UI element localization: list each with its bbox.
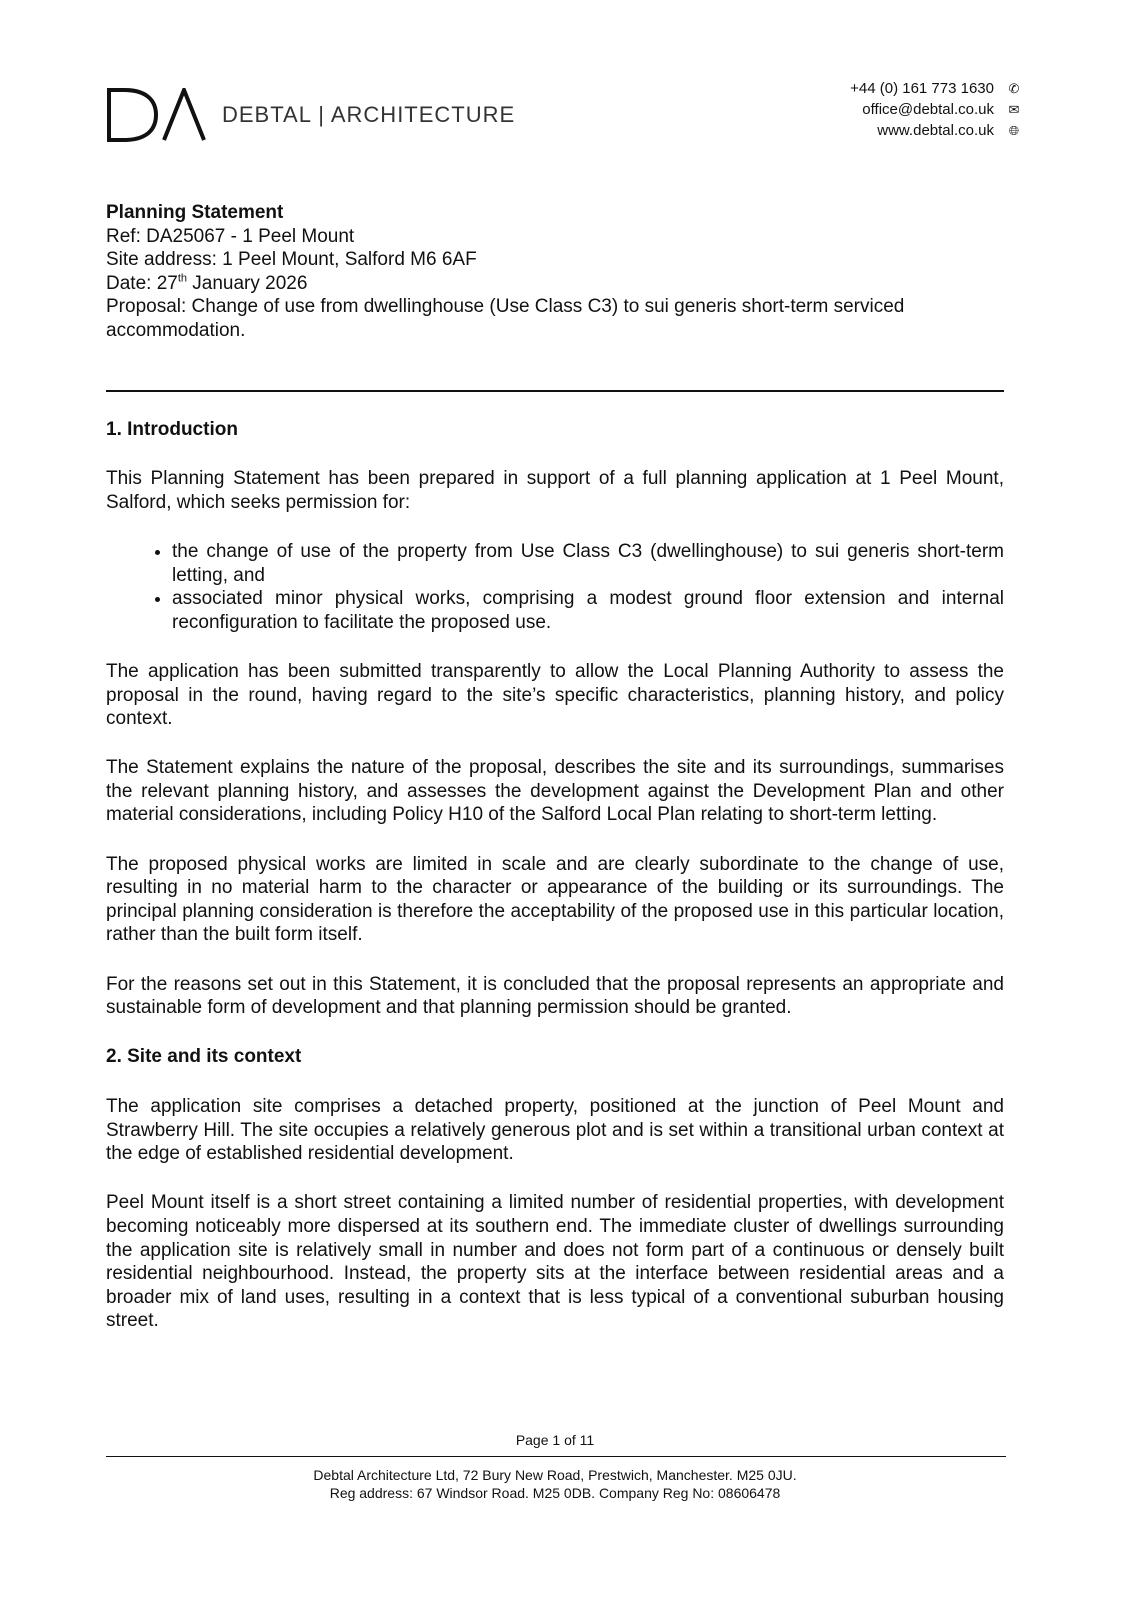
- paragraph: The application site comprises a detached property, positioned at the junction of Peel Mount and Strawberry Hill. The site occupies a relatively generous plot and is set within a transitional urban context at the edge of established residential development.: [106, 1096, 1004, 1165]
- paragraph: The Statement explains the nature of the proposal, describes the site and its surroundings, summarises the relevant planning history, and assesses the development against the Development Plan and other material considerations, including Policy H10 of the Salford Local Plan relating to short-term letting.: [106, 757, 1004, 826]
- paragraph: Peel Mount itself is a short street containing a limited number of residential properties, with development becoming noticeably more dispersed at its southern end. The immediate cluster of dwellings surrounding the application site is relatively small in number and does not form part of a continuous or densely built residential neighbourhood. Instead, the property sits at the interface between residential areas and a broader mix of land uses, resulting in a context that is less typical of a conventional suburban housing street.: [106, 1192, 1004, 1332]
- paragraph: The proposed physical works are limited in scale and are clearly subordinate to the change of use, resulting in no material harm to the character or appearance of the building or its surroundings. The principal planning consideration is therefore the acceptability of the proposed use in this particular location, rather than the built form itself.: [106, 853, 1004, 946]
- list-item: • associated minor physical works, comprising a modest ground floor extension and internal reconfiguration to facilitate the proposed use.: [172, 587, 1004, 634]
- bullet-list: [106, 540, 1004, 634]
- phone-number: +44 (0) 161 773 1630: [850, 80, 994, 97]
- proposal: Proposal: Change of use from dwellinghouse (Use Class C3) to sui generis short-term serviced accommodation.: [106, 296, 905, 341]
- date-prefix: Date: 27: [106, 272, 178, 294]
- site-address: Site address: 1 Peel Mount, Salford M6 6AF: [106, 249, 477, 271]
- document-body: [106, 201, 1004, 1359]
- section-heading: 2. Site and its context: [106, 1046, 302, 1068]
- section-heading: 1. Introduction: [106, 418, 238, 440]
- footer-registration: Reg address: 67 Windsor Road. M25 0DB. Company Reg No: 08606478: [329, 1485, 781, 1501]
- document-header: [106, 201, 1004, 343]
- footer-address: Debtal Architecture Ltd, 72 Bury New Road, Prestwich, Manchester. M25 0JU.: [313, 1467, 797, 1483]
- contact-block: [850, 78, 1024, 141]
- company-logo: [106, 88, 515, 142]
- da-logo-mark-icon: [106, 88, 206, 142]
- date-rest: January 2026: [187, 272, 308, 294]
- globe-icon: 🌐︎: [1008, 123, 1020, 138]
- website: www.debtal.co.uk: [877, 122, 994, 139]
- paragraph: This Planning Statement has been prepared in support of a full planning application at 1 Peel Mount, Salford, which seeks permission for:: [106, 468, 1004, 513]
- phone-icon: ✆: [1008, 81, 1020, 96]
- paragraph: The application has been submitted transparently to allow the Local Planning Authority to assess the proposal in the round, having regard to the site’s specific characteristics, planning history, and policy context.: [106, 660, 1004, 730]
- date: [106, 272, 1004, 296]
- email-address: office@debtal.co.uk: [862, 101, 994, 118]
- mail-icon: ✉: [1008, 102, 1020, 117]
- footer-divider: [106, 1456, 1006, 1457]
- date-suffix-sup: th: [177, 272, 188, 285]
- logo-text: DEBTAL | ARCHITECTURE: [222, 102, 516, 127]
- header-divider: [106, 390, 1004, 392]
- paragraph: For the reasons set out in this Statement, it is concluded that the proposal represents an appropriate and sustainable form of development and that planning permission should be granted.: [106, 973, 1004, 1019]
- document-title: Planning Statement: [106, 202, 284, 223]
- page-number: Page 1 of 11: [515, 1432, 595, 1448]
- reference: Ref: DA25067 - 1 Peel Mount: [106, 225, 355, 247]
- footer: [0, 1466, 1110, 1502]
- list-item: • the change of use of the property from Use Class C3 (dwellinghouse) to sui generis short-term letting, and: [172, 540, 1004, 587]
